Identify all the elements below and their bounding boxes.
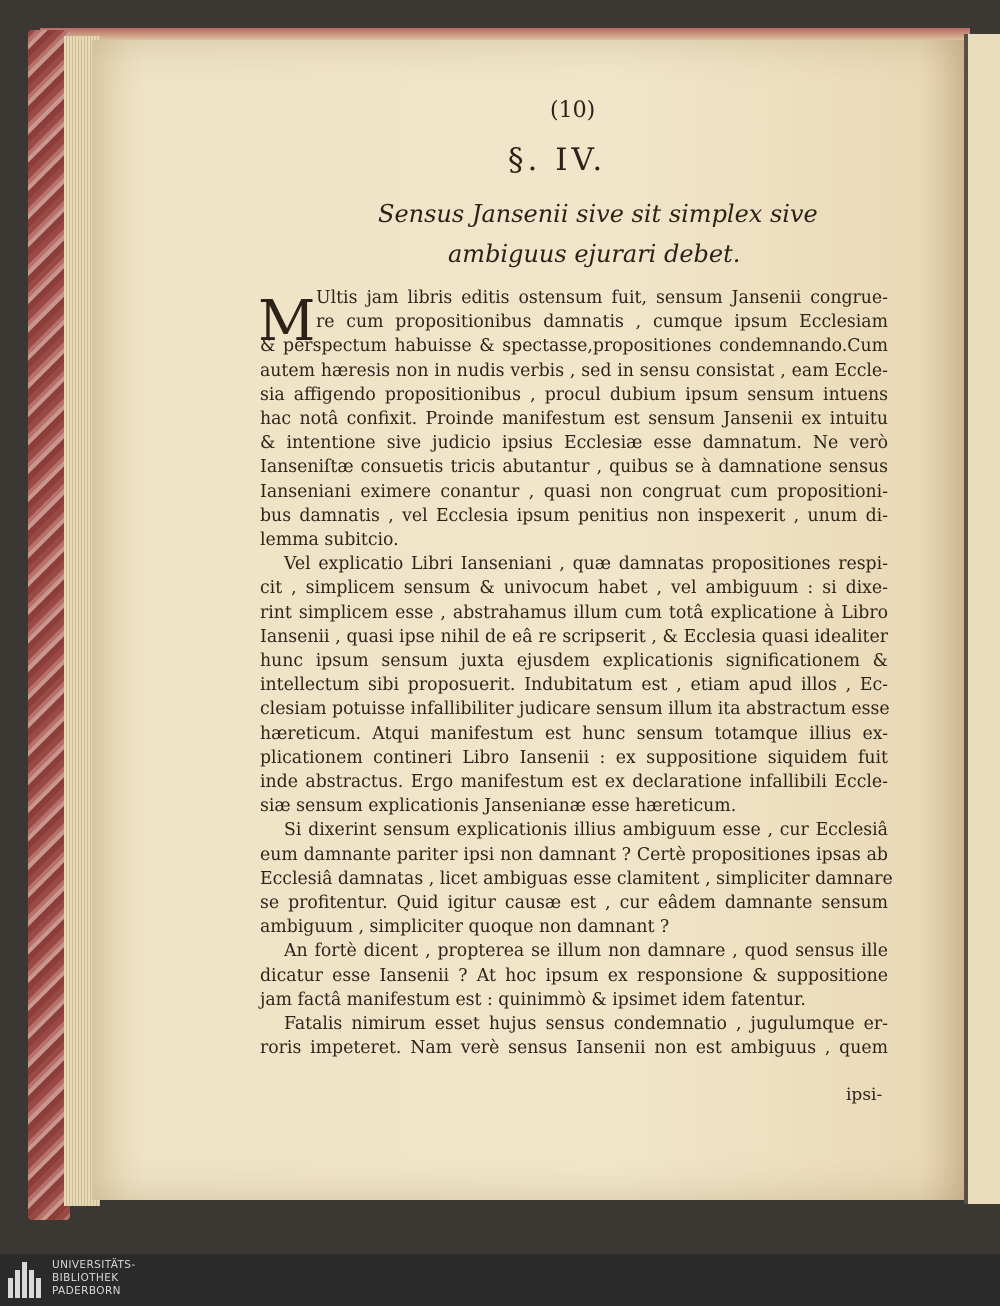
text-line: roris impeteret. Nam verè sensus Iansenii non est ambiguus , quem	[260, 1038, 888, 1059]
text-line: & perspectum habuisse & spectasse,propositiones condemnando.Cum	[260, 336, 888, 357]
page-number: (10)	[550, 98, 596, 123]
text-line: hac notâ confixit. Proinde manifestum est sensum Jansenii ex intuitu	[260, 409, 888, 430]
text-line: Fatalis nimirum esset hujus sensus condemnatio , jugulumque er-	[284, 1014, 888, 1035]
library-name	[52, 1259, 136, 1298]
text-line: Ianseniani eximere conantur , quasi non congruat cum propositioni-	[260, 481, 888, 502]
library-name-line-1: UNIVERSITÄTS-	[52, 1259, 136, 1271]
text-line: hunc ipsum sensum juxta ejusdem explicationis significationem &	[260, 651, 888, 672]
text-line: dicatur esse Iansenii ? At hoc ipsum ex responsione & suppositione	[260, 965, 888, 986]
text-line: cit , simplicem sensum & univocum habet , vel ambiguum : si dixe-	[260, 578, 888, 599]
text-line: An fortè dicent , propterea se illum non damnare , quod sensus ille	[284, 941, 888, 962]
text-line: sia affigendo propositionibus , procul dubium ipsum sensum intuens	[260, 384, 888, 405]
facing-page-edge	[964, 34, 1000, 1204]
body-text	[260, 286, 893, 1061]
text-line: ambiguum , simpliciter quoque non damnant ?	[260, 917, 670, 938]
text-line: siæ sensum explicationis Jansenianæ esse hæreticum.	[260, 796, 737, 817]
text-line: autem hæresis non in nudis verbis , sed in sensu consistat , eam Eccle-	[260, 360, 888, 381]
text-line: Ultis jam libris editis ostensum fuit, sensum Jansenii congrue-	[316, 288, 888, 308]
text-line: clesiam potuisse infallibiliter judicare sensum illum ita abstractum esse	[260, 699, 890, 720]
text-line: Vel explicatio Libri Ianseniani , quæ damnatas propositiones respi-	[284, 554, 888, 575]
text-line: rint simplicem esse , abstrahamus illum cum totâ explicatione à Libro	[260, 602, 888, 623]
text-line: Ecclesiâ damnatas , licet ambiguas esse clamitent , simpliciter damnare	[260, 868, 893, 889]
text-line: lemma subitcio.	[260, 530, 399, 551]
text-line: inde abstractus. Ergo manifestum est ex declaratione infallibili Eccle-	[260, 772, 888, 793]
text-line: bus damnatis , vel Ecclesia ipsum penitius non inspexerit , unum di-	[260, 505, 888, 526]
text-line: jam factâ manifestum est : quinimmò & ipsimet idem fatentur.	[260, 989, 806, 1010]
text-line: plicationem contineri Libro Iansenii : ex suppositione siquidem fuit	[260, 747, 888, 768]
library-logo-icon	[8, 1262, 46, 1298]
drop-capital: M	[258, 289, 316, 354]
library-name-line-2: BIBLIOTHEK	[52, 1272, 119, 1284]
section-title-line-1: Sensus Jansenii sive sit simplex sive	[378, 200, 818, 228]
library-name-line-3: PADERBORN	[52, 1285, 121, 1297]
catchword: ipsi-	[846, 1085, 883, 1105]
text-line: se profitentur. Quid igitur causæ est , cur eâdem damnante sensum	[260, 893, 888, 914]
text-line: Si dixerint sensum explicationis illius ambiguum esse , cur Ecclesiâ	[284, 820, 888, 841]
section-heading: §. IV.	[508, 142, 607, 178]
text-line: hæreticum. Atqui manifestum est hunc sensum totamque illius ex-	[260, 723, 888, 744]
text-line: Iansenii , quasi ipse nihil de eâ re scripserit , & Ecclesia quasi idealiter	[260, 626, 888, 647]
text-line: re cum propositionibus damnatis , cumque ipsum Ecclesiam	[316, 312, 888, 333]
section-title-line-2: ambiguus ejurari debet.	[448, 240, 741, 268]
text-line: intellectum sibi proposuerit. Indubitatum est , etiam apud illos , Ec-	[260, 675, 888, 696]
text-line: Ianseniſtæ consuetis tricis abutantur , quibus se à damnatione sensus	[260, 457, 888, 478]
text-line: eum damnante pariter ipsi non damnant ? Certè propositiones ipsas ab	[260, 844, 888, 865]
footer-bar	[0, 1254, 1000, 1306]
text-line: & intentione sive judicio ipsius Ecclesiæ esse damnatum. Ne verò	[260, 433, 888, 454]
